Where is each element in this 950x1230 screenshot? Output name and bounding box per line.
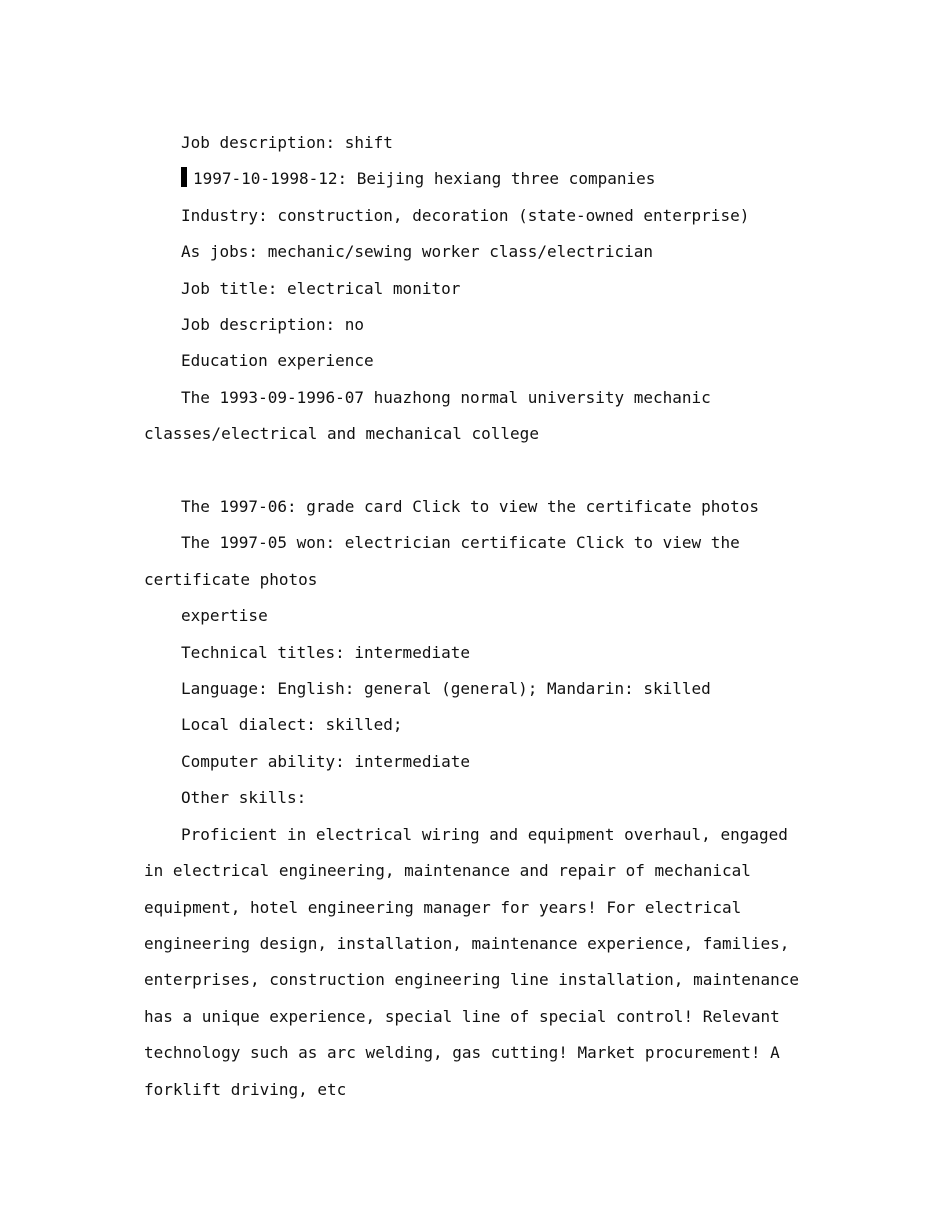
employment-period-beijing	[144, 161, 808, 197]
local-dialect-line: Local dialect: skilled;	[181, 715, 403, 735]
resume-body	[144, 125, 808, 1108]
as-jobs-line: As jobs: mechanic/sewing worker class/electrician	[181, 242, 654, 262]
education-heading: Education experience	[181, 351, 374, 371]
other-skills-heading: Other skills:	[181, 788, 307, 808]
blank-line	[144, 453, 808, 489]
electrician-certificate-line: The 1997-05 won: electrician certificate Click to view the certificate photos	[144, 533, 740, 589]
language-line: Language: English: general (general); Mandarin: skilled	[181, 679, 711, 699]
bullet-marker-icon	[181, 167, 187, 187]
education-entry: The 1993-09-1996-07 huazhong normal university mechanic classes/electrical and mechanical college	[144, 387, 711, 444]
skills-paragraph: Proficient in electrical wiring and equipment overhaul, engaged in electrical engineering, maintenance and repair of mechanical equipment, hotel engineering manager for years! For electrical engineering design, installation, maintenance experience, families, enterprises, construction engineering line installation, maintenance has a unique experience, special line of special control! Relevant technology such as arc welding, gas cutting! Market procurement! A forklift driving, etc	[144, 824, 800, 1099]
expertise-heading: expertise	[181, 606, 268, 626]
employment-period-text: 1997-10-1998-12: Beijing hexiang three companies	[193, 169, 656, 189]
job-title-line: Job title: electrical monitor	[181, 278, 461, 298]
technical-titles-line: Technical titles: intermediate	[181, 642, 470, 662]
job-description-no: Job description: no	[181, 315, 365, 335]
job-description-shift: Job description: shift	[181, 133, 393, 152]
grade-card-line: The 1997-06: grade card Click to view the certificate photos	[181, 497, 759, 517]
computer-ability-line: Computer ability: intermediate	[181, 751, 470, 771]
industry-line: Industry: construction, decoration (state-owned enterprise)	[181, 205, 750, 225]
